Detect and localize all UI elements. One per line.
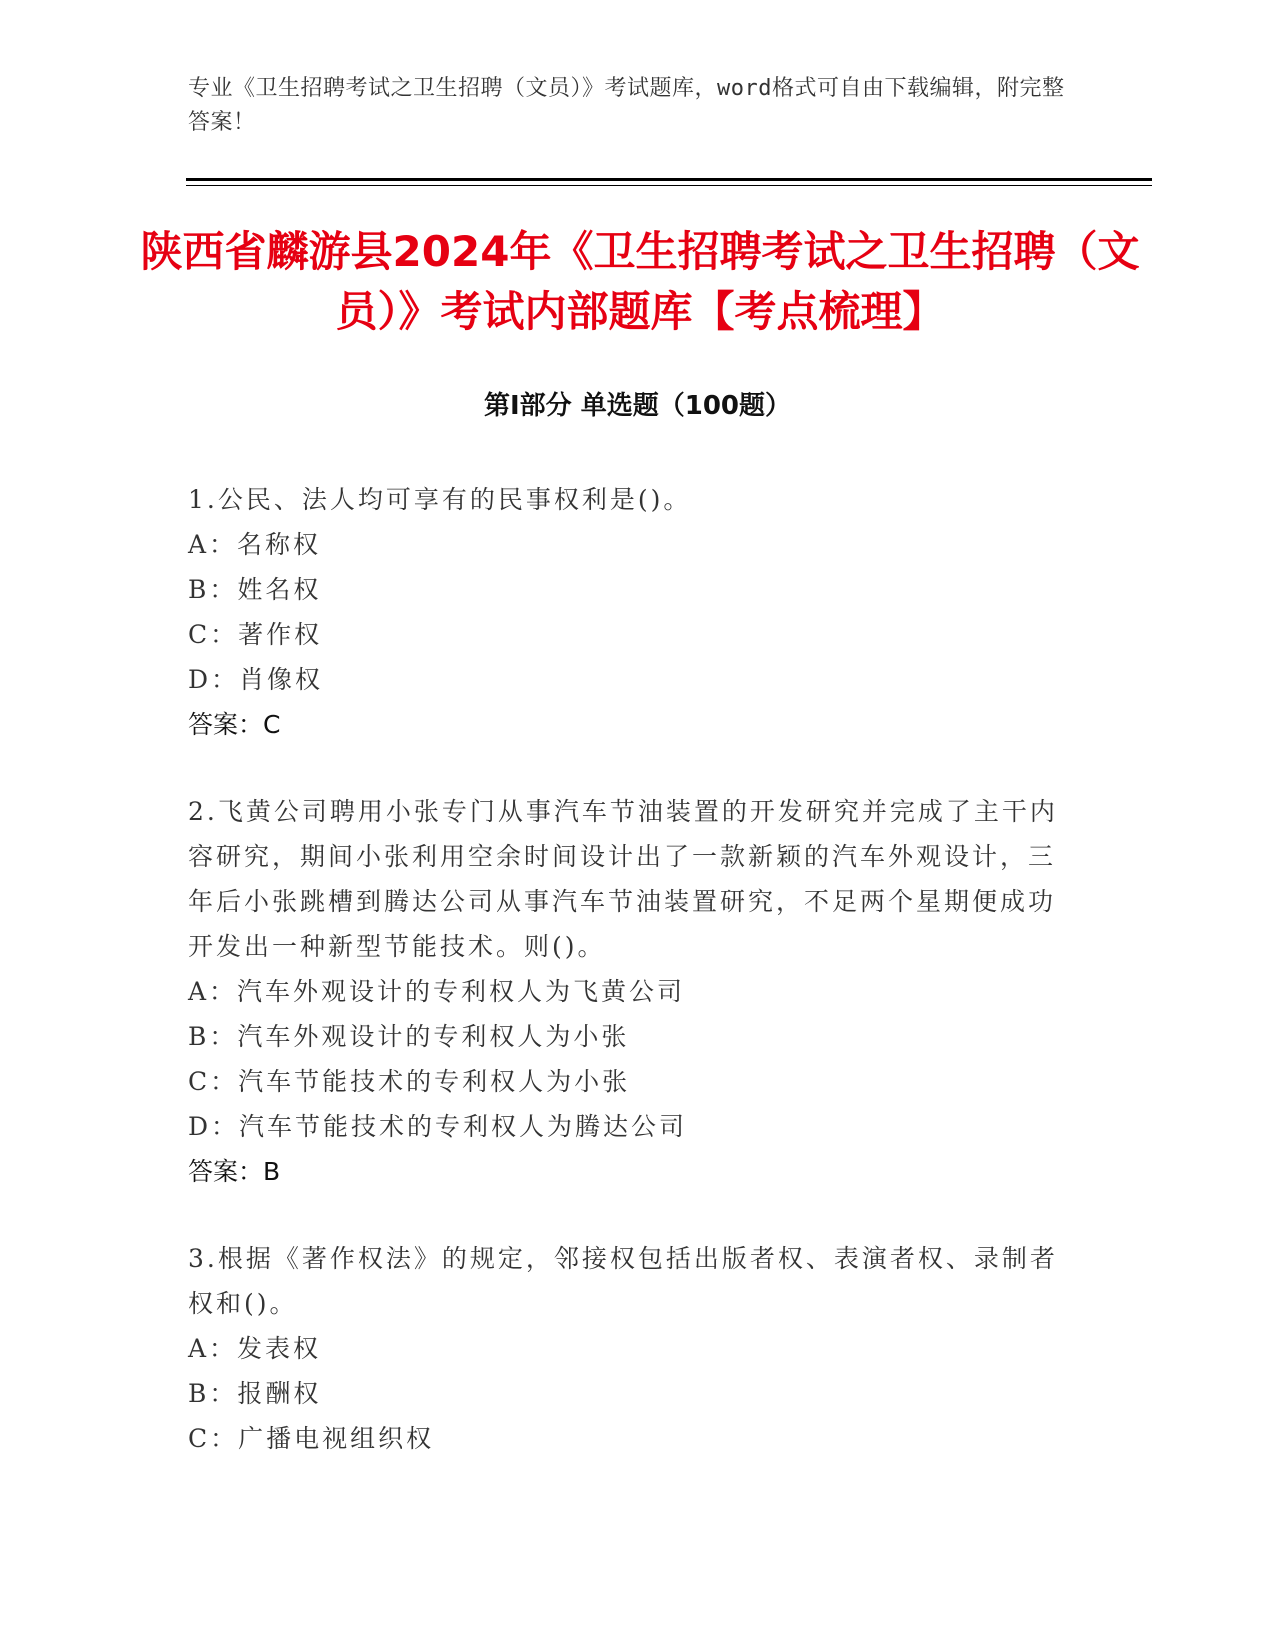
question-3	[188, 1236, 1068, 1461]
question-stem: 2.飞黄公司聘用小张专门从事汽车节油装置的开发研究并完成了主干内容研究，期间小张利用空余时间设计出了一款新颖的汽车外观设计，三年后小张跳槽到腾达公司从事汽车节油装置研究，不足两个星期便成功开发出一种新型节能技术。则()。	[188, 797, 1058, 961]
header-divider-thin	[186, 185, 1152, 186]
option-d: D：汽车节能技术的专利权人为腾达公司	[188, 1112, 688, 1141]
option-b: B：汽车外观设计的专利权人为小张	[188, 1022, 630, 1051]
option-c: C：汽车节能技术的专利权人为小张	[188, 1067, 631, 1096]
question-2	[188, 789, 1068, 1194]
option-a: A：汽车外观设计的专利权人为飞黄公司	[188, 977, 686, 1006]
option-c: C：广播电视组织权	[188, 1424, 435, 1453]
option-d: D：肖像权	[188, 665, 324, 694]
header-divider-thick	[186, 178, 1152, 181]
option-b: B：报酬权	[188, 1379, 322, 1408]
question-stem: 3.根据《著作权法》的规定，邻接权包括出版者权、表演者权、录制者权和()。	[188, 1244, 1058, 1318]
option-a: A：名称权	[188, 530, 322, 559]
document-title: 陕西省麟游县2024年《卫生招聘考试之卫生招聘（文员）》考试内部题库【考点梳理】	[140, 227, 1140, 336]
answer: 答案：B	[188, 1157, 281, 1186]
option-c: C：著作权	[188, 620, 323, 649]
answer: 答案：C	[188, 710, 281, 739]
question-list	[188, 477, 1068, 1503]
question-1	[188, 477, 1068, 747]
header-note: 专业《卫生招聘考试之卫生招聘（文员）》考试题库，word格式可自由下载编辑，附完整答案！	[188, 76, 1065, 135]
question-stem: 1.公民、法人均可享有的民事权利是()。	[188, 485, 692, 514]
option-b: B：姓名权	[188, 575, 322, 604]
option-a: A：发表权	[188, 1334, 322, 1363]
section-heading: 第I部分 单选题（100题）	[484, 391, 791, 421]
